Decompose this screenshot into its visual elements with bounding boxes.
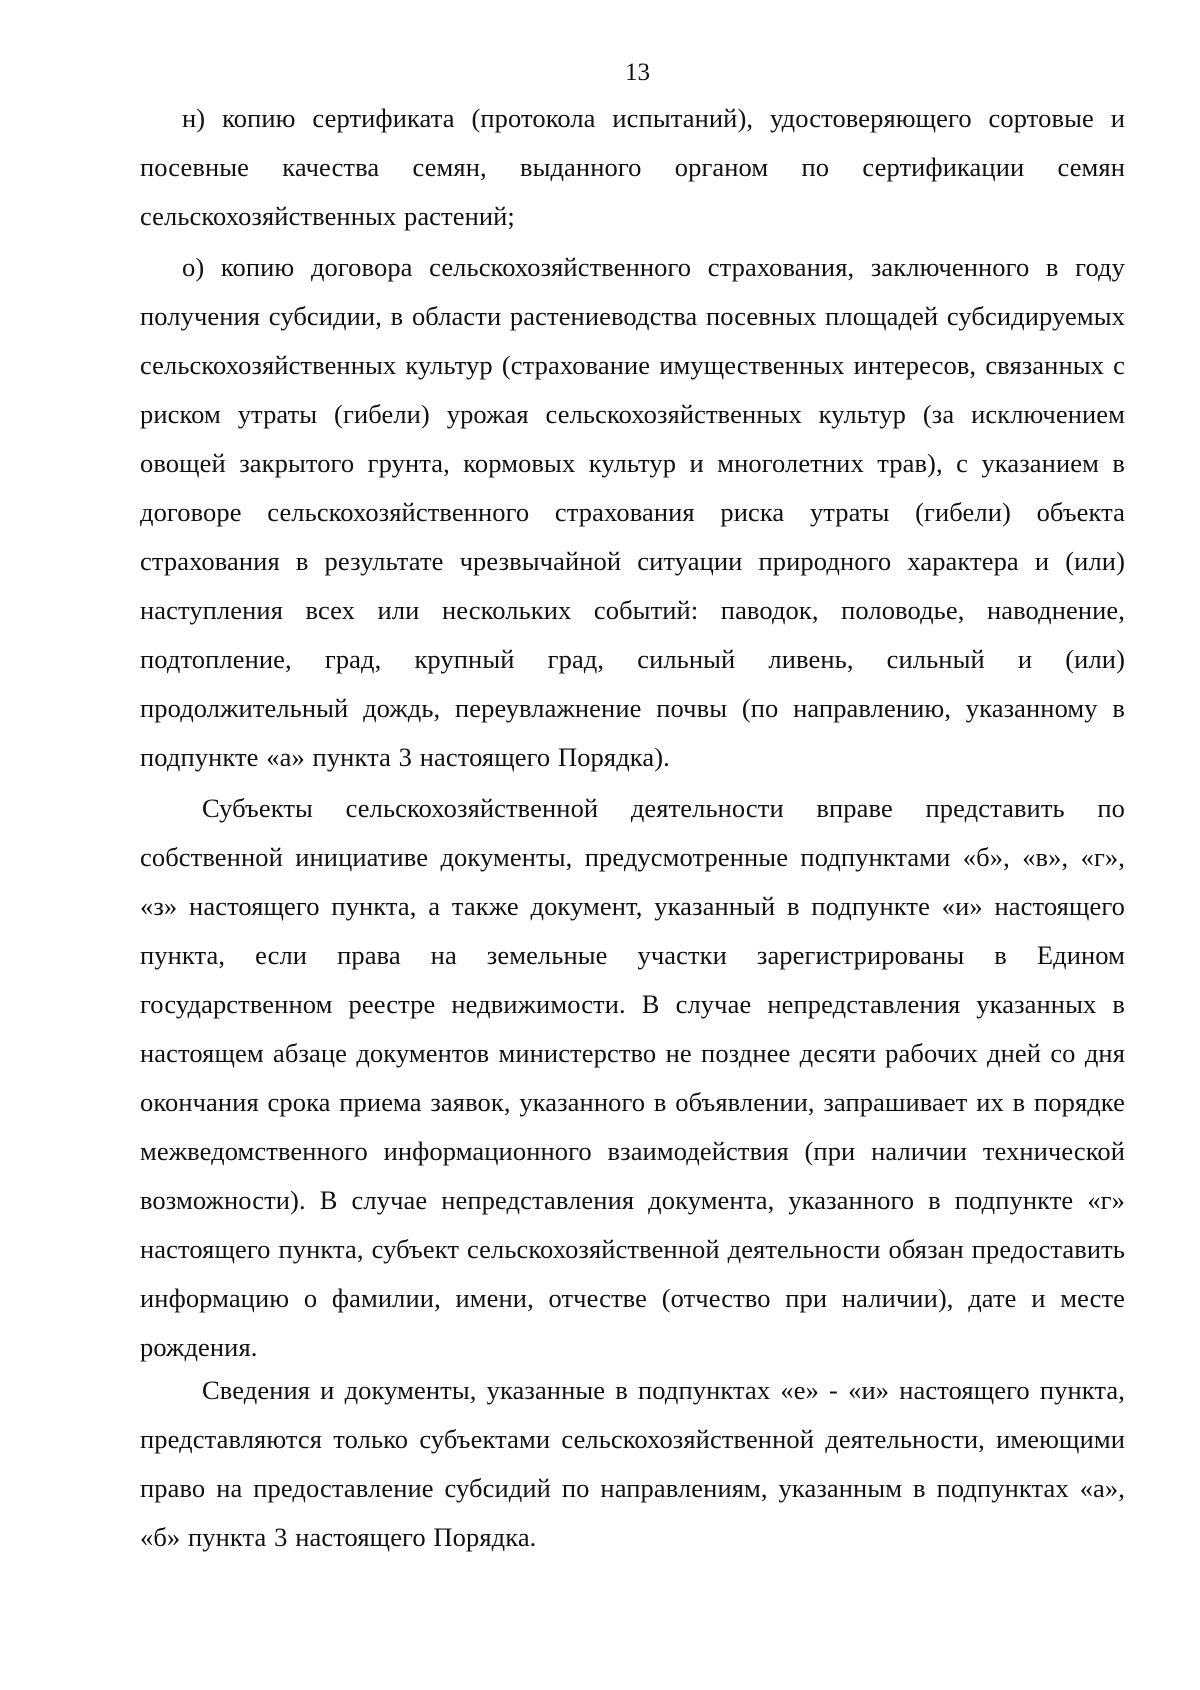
- page-number: 13: [625, 59, 650, 86]
- paragraph-n-certificate: н) копию сертификата (протокола испытаний), удостоверяющего сортовые и посевные качества семян, выданного органом по сертификации семян сельскохозяйственных растений;: [140, 103, 1125, 231]
- paragraph-subjects-initiative: Субъекты сельскохозяйственной деятельности вправе представить по собственной инициативе документы, предусмотренные подпунктами «б», «в», «г», «з» настоящего пункта, а также документ, указанный в подпункте «и» настоящего пункта, если права на земельные участки зарегистрированы в Едином государственном реестре недвижимости. В случае непредставления указанных в настоящем абзаце документов министерство не позднее десяти рабочих дней со дня окончания срока приема заявок, указанного в объявлении, запрашивает их в порядке межведомственного информационного взаимодействия (при наличии технической возможности). В случае непредставления документа, указанного в подпункте «г» настоящего пункта, субъект сельскохозяйственной деятельности обязан предоставить информацию о фамилии, имени, отчестве (отчество при наличии), дате и месте рождения.: [140, 793, 1125, 1362]
- paragraph-o-insurance: о) копию договора сельскохозяйственного страхования, заключенного в году получения субсидии, в области растениеводства посевных площадей субсидируемых сельскохозяйственных культур (страхование имущественных интересов, связанных с риском утраты (гибели) урожая сельскохозяйственных культур (за исключением овощей закрытого грунта, кормовых культур и многолетних трав), с указанием в договоре сельскохозяйственного страхования риска утраты (гибели) объекта страхования в результате чрезвычайной ситуации природного характера и (или) наступления всех или нескольких событий: паводок, половодье, наводнение, подтопление, град, крупный град, сильный ливень, сильный и (или) продолжительный дождь, переувлажнение почвы (по направлению, указанному в подпункте «а» пункта 3 настоящего Порядка).: [140, 252, 1125, 772]
- paragraph-information-documents: Сведения и документы, указанные в подпунктах «е» - «и» настоящего пункта, представляются только субъектами сельскохозяйственной деятельности, имеющими право на предоставление субсидий по направлениям, указанным в подпунктах «а», «б» пункта 3 настоящего Порядка.: [140, 1375, 1125, 1552]
